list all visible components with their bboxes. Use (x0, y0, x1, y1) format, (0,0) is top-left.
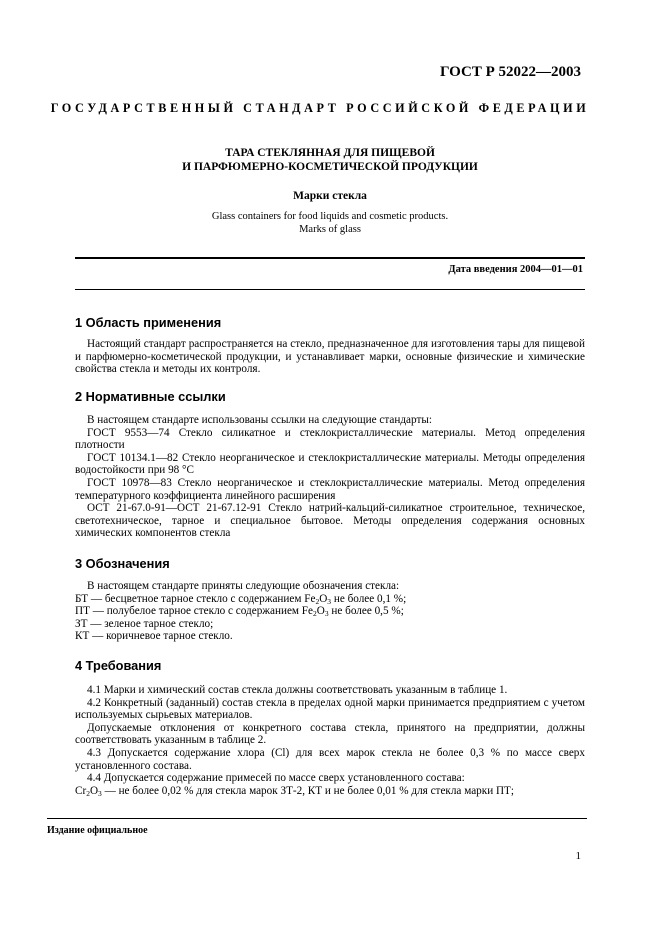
section-4-body (75, 684, 585, 797)
section-3-heading: 3 Обозначения (75, 556, 170, 571)
section-3-body (75, 580, 585, 643)
divider (75, 257, 585, 259)
impurity-cr2o3: $Cr_2O_3$ — не более 0,02 % для стекла марок ЗТ-2, КТ и не более 0,01 % для стекла марки ПТ; (75, 784, 514, 798)
title-line-1: ТАРА СТЕКЛЯННАЯ ДЛЯ ПИЩЕВОЙ (225, 147, 435, 159)
section-1-body (75, 338, 585, 376)
document-subtitle: Марки стекла (293, 190, 367, 202)
clause-4-3: 4.3 Допускается содержание хлора (Cl) для всех марок стекла не более 0,3 % по массе сверх установленного состава. (75, 746, 585, 772)
designation-pt: ПТ — полубелое тарное стекло с содержанием $Fe_2O_3$ не более 0,5 %; (75, 605, 404, 619)
paragraph: В настоящем стандарте приняты следующие обозначения стекла: (87, 580, 400, 592)
footer-divider (47, 818, 587, 819)
reference-gost-10134: ГОСТ 10134.1—82 Стекло неорганическое и стеклокристаллические материалы. Методы определения водостойкости при 98 °С (75, 451, 585, 477)
designation-zt: ЗТ — зеленое тарное стекло; (75, 617, 214, 630)
paragraph: Допускаемые отклонения от конкретного состава стекла, принятого на предприятии, должны соответствовать указанным в таблице 2. (75, 721, 585, 747)
introduction-date: Дата введения 2004—01—01 (448, 264, 583, 275)
page-number: 1 (575, 850, 581, 862)
section-2-body (75, 414, 585, 540)
title-line-2: И ПАРФЮМЕРНО-КОСМЕТИЧЕСКОЙ ПРОДУКЦИИ (182, 161, 478, 173)
state-standard-banner: ГОСУДАРСТВЕННЫЙ СТАНДАРТ РОССИЙСКОЙ ФЕДЕРАЦИИ (50, 101, 590, 115)
reference-gost-9553: ГОСТ 9553—74 Стекло силикатное и стеклокристаллические материалы. Метод определения плотности (75, 426, 585, 452)
gost-number: ГОСТ Р 52022—2003 (439, 64, 581, 80)
divider (75, 289, 585, 290)
english-title-line-2: Marks of glass (299, 224, 361, 235)
designation-kt: КТ — коричневое тарное стекло. (75, 630, 233, 643)
designation-bt: БТ — бесцветное тарное стекло с содержанием $Fe_2O_3$ не более 0,1 %; (75, 592, 407, 606)
official-edition-note: Издание официальное (47, 825, 148, 836)
section-4-heading: 4 Требования (75, 658, 162, 673)
reference-ost-21-67: ОСТ 21-67.0-91—ОСТ 21-67.12-91 Стекло натрий-кальций-силикатное строительное, техническое, светотехническое, тарное и специальное бытовое. Методы определения содержания основных химических компонентов стекла (75, 502, 585, 540)
document-title (50, 146, 610, 174)
clause-4-4: 4.4 Допускается содержание примесей по массе сверх установленного состава: (87, 772, 465, 785)
clause-4-1: 4.1 Марки и химический состав стекла должны соответствовать указанным в таблице 1. (87, 684, 508, 696)
section-1-heading: 1 Область применения (75, 315, 222, 330)
reference-gost-10978: ГОСТ 10978—83 Стекло неорганическое и стеклокристаллические материалы. Метод определения температурного коэффициента линейного расширения (75, 476, 585, 502)
section-2-heading: 2 Нормативные ссылки (75, 389, 226, 404)
clause-4-2: 4.2 Конкретный (заданный) состав стекла в пределах одной марки принимается предприятием с учетом используемых сырьевых материалов. (75, 696, 585, 722)
english-title-line-1: Glass containers for food liquids and cosmetic products. (211, 211, 449, 222)
paragraph: В настоящем стандарте использованы ссылки на следующие стандарты: (87, 414, 432, 426)
paragraph: Настоящий стандарт распространяется на стекло, предназначенное для изготовления тары для пищевой и парфюмерно-косметической продукции, и устанавливает марки, основные физические и химические свойства стекла и методы их контроля. (75, 338, 585, 376)
english-title (50, 210, 610, 236)
